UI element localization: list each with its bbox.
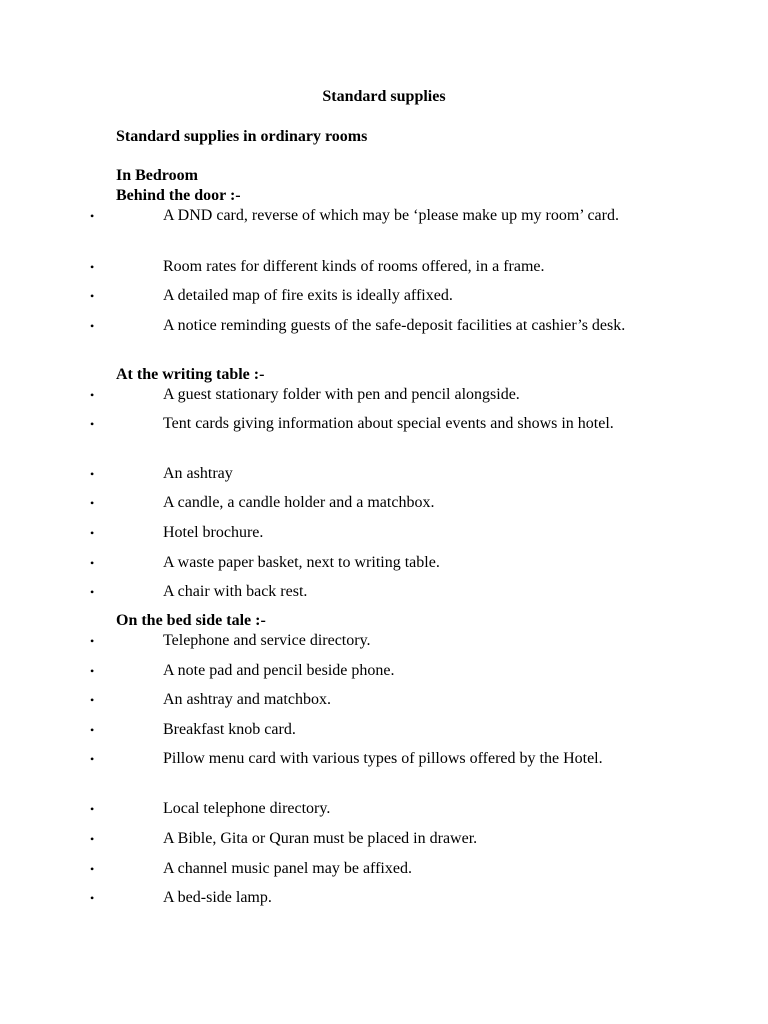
bullet-icon: [90, 464, 94, 484]
bullet-icon: [90, 385, 94, 405]
list-item: A Bible, Gita or Quran must be placed in drawer.: [163, 830, 478, 847]
list-item: An ashtray and matchbox.: [163, 691, 331, 708]
list-item: A chair with back rest.: [163, 583, 308, 600]
list-item: Local telephone directory.: [163, 800, 331, 817]
bullet-icon: [90, 799, 94, 819]
bullet-icon: [90, 720, 94, 740]
list-item: An ashtray: [163, 465, 233, 482]
bullet-icon: [90, 690, 94, 710]
list-item: Telephone and service directory.: [163, 632, 371, 649]
list-item: A guest stationary folder with pen and pencil alongside.: [163, 386, 520, 403]
bullet-icon: [90, 661, 94, 681]
list-item: A waste paper basket, next to writing table.: [163, 554, 440, 571]
bullet-icon: [90, 859, 94, 879]
heading-behind-door: Behind the door :-: [116, 187, 241, 204]
bullet-icon: [90, 257, 94, 277]
list-item: Breakfast knob card.: [163, 721, 296, 738]
bullet-icon: [90, 749, 94, 769]
list-item: Hotel brochure.: [163, 524, 264, 541]
list-item: A channel music panel may be affixed.: [163, 860, 412, 877]
bullet-icon: [90, 206, 94, 226]
document-subtitle: Standard supplies in ordinary rooms: [116, 128, 368, 145]
document-title: Standard supplies: [322, 88, 446, 105]
bullet-icon: [90, 553, 94, 573]
heading-bed-side-table: On the bed side tale :-: [116, 612, 266, 629]
bullet-icon: [90, 523, 94, 543]
list-item: Tent cards giving information about special events and shows in hotel.: [163, 415, 614, 432]
list-item: A notice reminding guests of the safe-deposit facilities at cashier’s desk.: [163, 317, 626, 334]
bullet-icon: [90, 888, 94, 908]
bullet-icon: [90, 631, 94, 651]
bullet-icon: [90, 493, 94, 513]
bullet-icon: [90, 582, 94, 602]
section-in-bedroom: In Bedroom: [116, 167, 198, 184]
list-item: A DND card, reverse of which may be ‘please make up my room’ card.: [163, 207, 619, 224]
list-item: A bed-side lamp.: [163, 889, 272, 906]
bullet-icon: [90, 829, 94, 849]
bullet-icon: [90, 414, 94, 434]
bullet-icon: [90, 286, 94, 306]
list-item: Pillow menu card with various types of pillows offered by the Hotel.: [163, 750, 603, 767]
heading-writing-table: At the writing table :-: [116, 366, 265, 383]
bullet-icon: [90, 316, 94, 336]
list-item: A detailed map of fire exits is ideally affixed.: [163, 287, 453, 304]
list-item: A note pad and pencil beside phone.: [163, 662, 395, 679]
list-item: A candle, a candle holder and a matchbox.: [163, 494, 435, 511]
list-item: Room rates for different kinds of rooms offered, in a frame.: [163, 258, 545, 275]
